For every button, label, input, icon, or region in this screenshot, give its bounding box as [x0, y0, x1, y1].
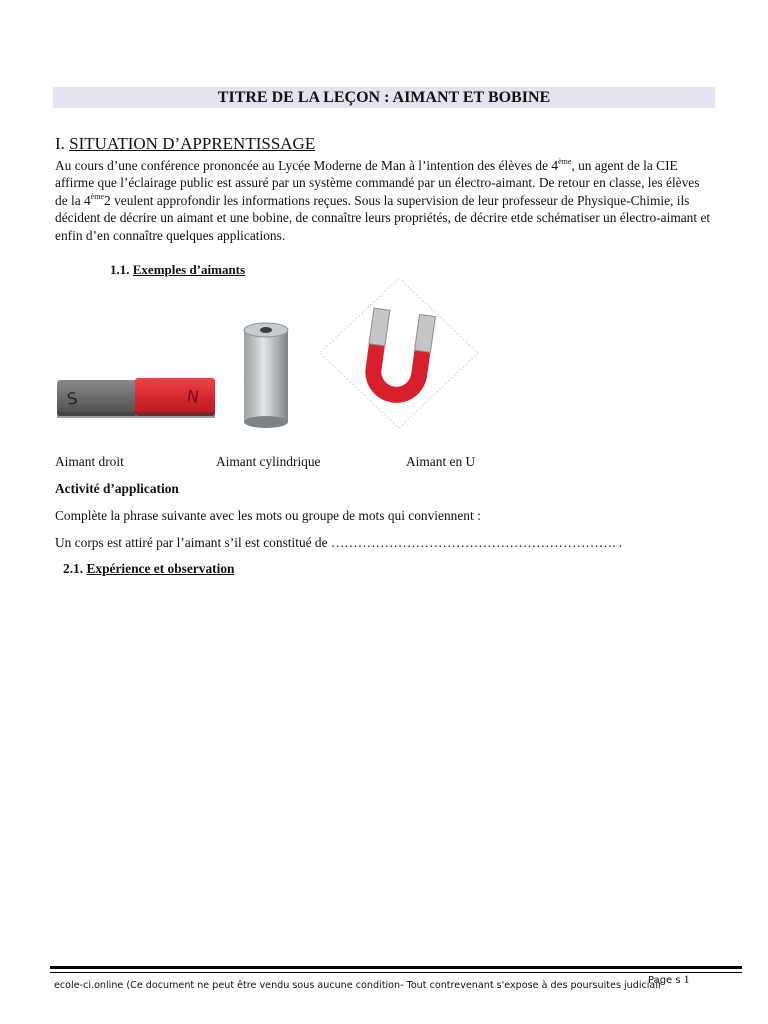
intro-part-2: , un agent de la CIE affirme que l’éclairage public est assuré par un système commandé par un électro-aimant. De retour en classe, les élèves de la 4: [55, 158, 700, 208]
intro-paragraph: [55, 157, 715, 244]
cylinder-magnet-image: [236, 320, 296, 430]
intro-sup-1: ème: [558, 157, 572, 166]
bar-magnet-s-pole: S: [65, 388, 79, 409]
subsection-1-1-heading: [110, 262, 245, 278]
bar-magnet-image: [55, 374, 218, 422]
subsection-2-1-number: 2.1.: [63, 561, 84, 576]
footer-page-label: Page s: [648, 975, 681, 986]
horseshoe-magnet-image: [318, 276, 480, 430]
activity-instruction: Complète la phrase suivante avec les mots ou groupe de mots qui conviennent :: [55, 508, 481, 523]
activity-title: Activité d’application: [55, 481, 179, 496]
intro-part-1: Au cours d’une conférence prononcée au Lycée Moderne de Man à l’intention des élèves de 4: [55, 158, 559, 173]
subsection-1-1-title: Exemples d’aimants: [132, 262, 246, 277]
lesson-title: TITRE DE LA LEÇON : AIMANT ET BOBINE: [53, 87, 715, 108]
caption-cylinder-magnet: Aimant cylindrique: [216, 454, 321, 469]
bar-magnet-n-pole: N: [185, 386, 201, 407]
footer-page-indicator: [648, 972, 690, 988]
activity-sentence: Un corps est attiré par l’aimant s’il est constitué de ………………………………………………………. .: [55, 535, 623, 550]
subsection-2-1-heading: [63, 560, 234, 577]
section-1-number: I.: [55, 134, 65, 153]
caption-bar-magnet: Aimant droit: [55, 454, 124, 469]
caption-u-magnet: Aimant en U: [406, 454, 476, 469]
intro-part-3: 2 veulent approfondir les informations reçues. Sous la supervision de leur professeur de Physique-Chimie, ils décident de décrire un aimant et une bobine, de connaître leurs propriétés, de décrire etde schématiser un électro-aimant et enfin d’en connaître quelques applications.: [55, 192, 711, 243]
subsection-2-1-title: Expérience et observation: [86, 561, 235, 576]
subsection-1-1-number: 1.1.: [110, 262, 130, 277]
footer-page-number: 1: [683, 972, 690, 986]
intro-sup-2: ème: [90, 191, 105, 201]
footer-rule-thick: [50, 966, 742, 969]
section-1-heading: [55, 134, 315, 154]
footer-disclaimer: ecole-ci.online (Ce document ne peut être vendu sous aucune condition- Tout contrevenant s'expose à des poursuites judiciair: [54, 980, 662, 991]
footer-rule-thin: [50, 972, 742, 973]
section-1-title: SITUATION D’APPRENTISSAGE: [69, 134, 316, 153]
